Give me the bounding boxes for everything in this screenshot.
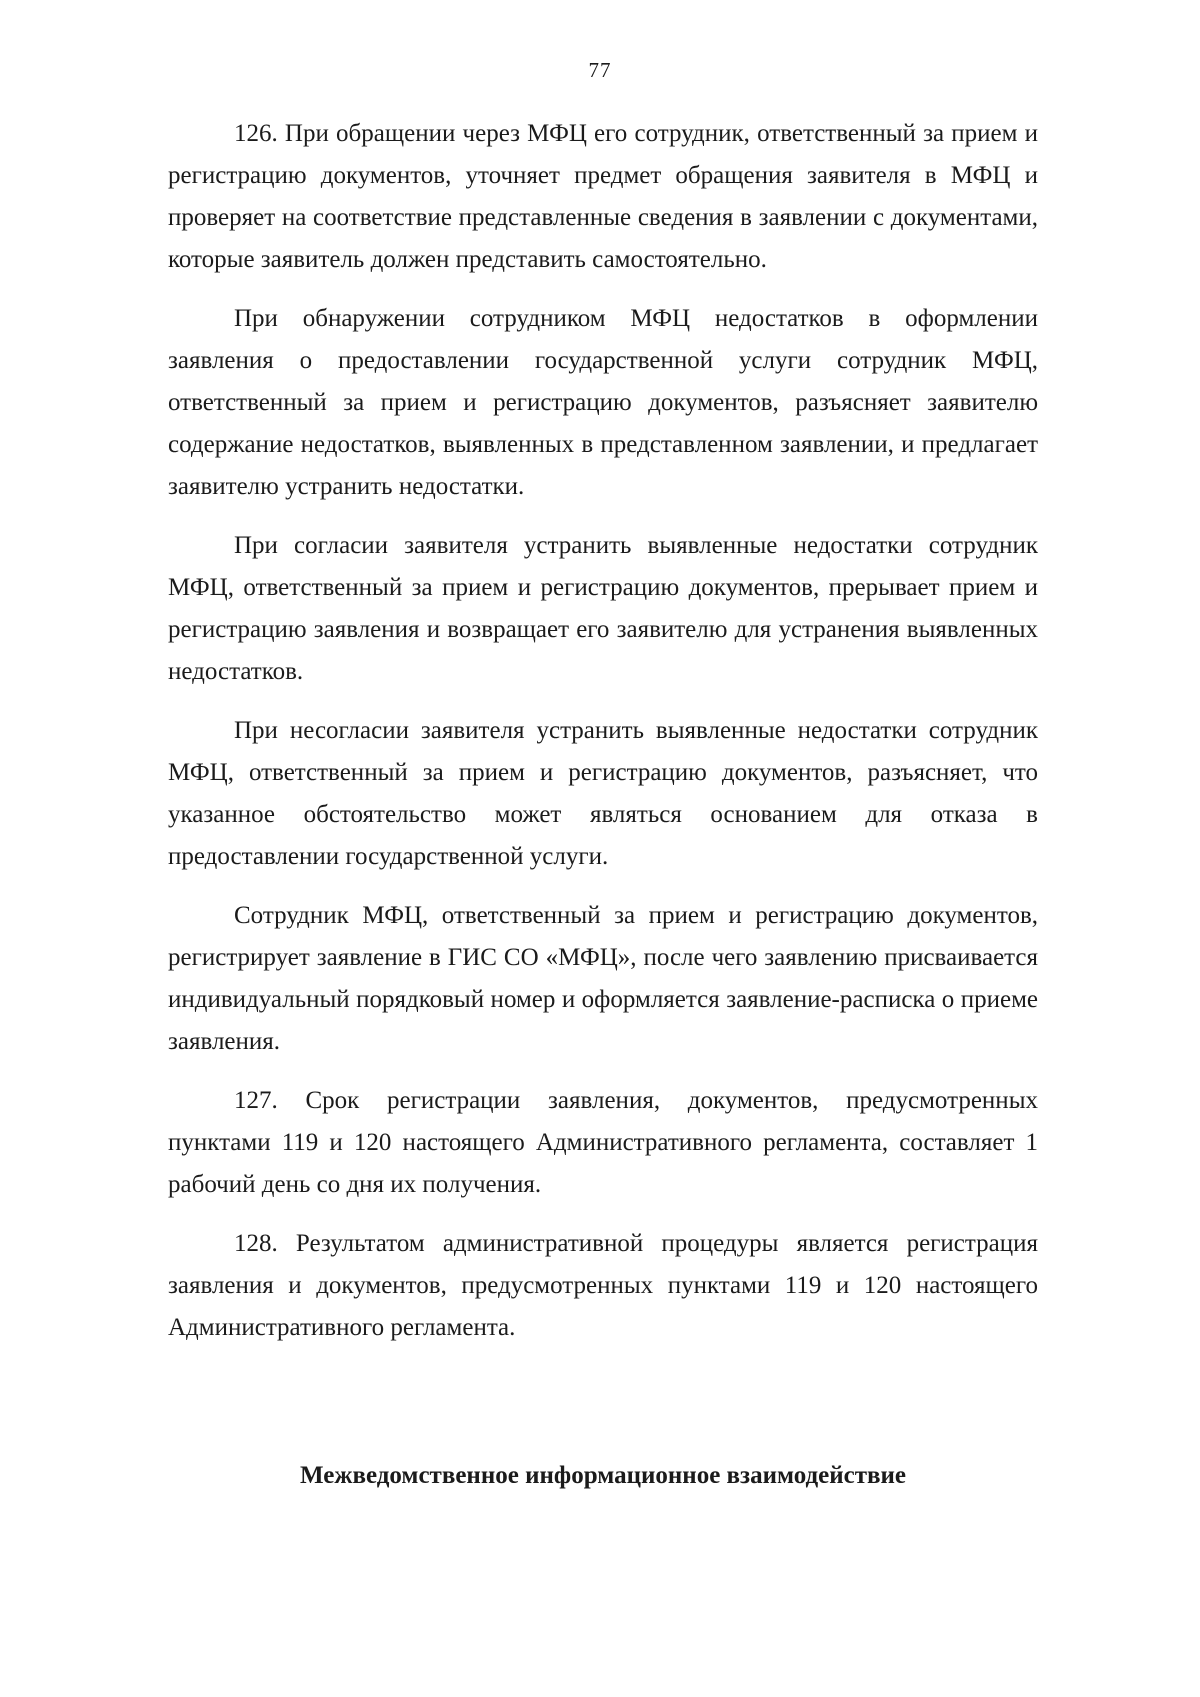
page-number: 77 xyxy=(588,58,612,82)
paragraph-applicant-disagrees: При несогласии заявителя устранить выявленные недостатки сотрудник МФЦ, ответственный за прием и регистрацию документов, разъясняет, что указанное обстоятельство может являться основанием для отказа в предоставлении государственной услуги. xyxy=(168,717,1038,870)
paragraph-applicant-agrees: При согласии заявителя устранить выявленные недостатки сотрудник МФЦ, ответственный за прием и регистрацию документов, прерывает прием и регистрацию заявления и возвращает его заявителю для устранения выявленных недостатков. xyxy=(168,532,1038,685)
paragraph-127: 127. Срок регистрации заявления, документов, предусмотренных пунктами 119 и 120 настоящего Административного регламента, составляет 1 рабочий день со дня их получения. xyxy=(168,1087,1038,1198)
paragraph-registration: Сотрудник МФЦ, ответственный за прием и регистрацию документов, регистрирует заявление в ГИС СО «МФЦ», после чего заявлению присваивается индивидуальный порядковый номер и оформляется заявление-расписка о приеме заявления. xyxy=(168,902,1038,1055)
paragraph-126: 126. При обращении через МФЦ его сотрудник, ответственный за прием и регистрацию документов, уточняет предмет обращения заявителя в МФЦ и проверяет на соответствие представленные сведения в заявлении с документами, которые заявитель должен представить самостоятельно. xyxy=(168,120,1038,273)
section-heading: Межведомственное информационное взаимодействие xyxy=(300,1462,906,1489)
paragraph-128: 128. Результатом административной процедуры является регистрация заявления и документов, предусмотренных пунктами 119 и 120 настоящего Административного регламента. xyxy=(168,1230,1038,1341)
paragraph-defects-found: При обнаружении сотрудником МФЦ недостатков в оформлении заявления о предоставлении государственной услуги сотрудник МФЦ, ответственный за прием и регистрацию документов, разъясняет заявителю содержание недостатков, выявленных в представленном заявлении, и предлагает заявителю устранить недостатки. xyxy=(168,305,1038,500)
document-body xyxy=(168,113,1038,1366)
